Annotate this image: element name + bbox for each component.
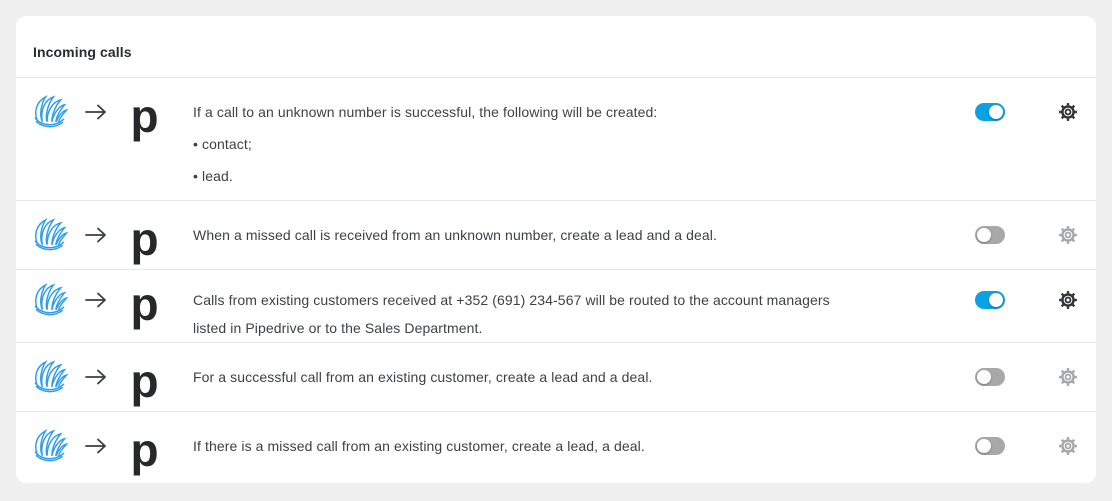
right-arrow-icon bbox=[83, 365, 109, 389]
gear-icon bbox=[1057, 289, 1079, 311]
source-app-logo-wrap bbox=[32, 432, 68, 460]
pipedrive-p-icon: p bbox=[130, 90, 158, 142]
gear-icon bbox=[1057, 224, 1079, 246]
gear-icon bbox=[1057, 101, 1079, 123]
rule-description bbox=[193, 221, 833, 249]
flow-arrow-wrap bbox=[76, 98, 116, 126]
right-arrow-icon bbox=[83, 223, 109, 247]
rule-controls bbox=[975, 221, 1079, 249]
wave-fan-logo-icon bbox=[32, 358, 68, 396]
rule-controls bbox=[975, 363, 1079, 391]
toggle-knob bbox=[977, 439, 991, 453]
rule-description bbox=[193, 286, 833, 342]
rule-toggle[interactable] bbox=[975, 226, 1005, 244]
card-title: Incoming calls bbox=[33, 44, 132, 60]
gear-icon bbox=[1057, 435, 1079, 457]
flow-arrow-wrap bbox=[76, 221, 116, 249]
incoming-calls-card bbox=[16, 16, 1096, 483]
rule-text-line: • contact; bbox=[193, 136, 252, 152]
flow-arrow-wrap bbox=[76, 286, 116, 314]
rules-list bbox=[16, 78, 1096, 483]
rule-controls bbox=[975, 432, 1079, 460]
wave-fan-logo-icon bbox=[32, 427, 68, 465]
pipedrive-logo-wrap bbox=[122, 90, 166, 142]
toggle-knob bbox=[989, 105, 1003, 119]
rule-toggle[interactable] bbox=[975, 103, 1005, 121]
rule-row bbox=[16, 412, 1096, 483]
rule-row bbox=[16, 78, 1096, 201]
rule-settings-button[interactable] bbox=[1057, 286, 1079, 314]
wave-fan-logo-icon bbox=[32, 93, 68, 131]
source-app-logo-wrap bbox=[32, 98, 68, 126]
rule-toggle[interactable] bbox=[975, 437, 1005, 455]
rule-row bbox=[16, 201, 1096, 270]
source-app-logo-wrap bbox=[32, 286, 68, 314]
rule-settings-button[interactable] bbox=[1057, 98, 1079, 126]
rule-controls bbox=[975, 98, 1079, 126]
pipedrive-p-icon: p bbox=[130, 355, 158, 407]
pipedrive-logo-wrap bbox=[122, 278, 166, 330]
rule-description bbox=[193, 98, 833, 190]
pipedrive-logo-wrap bbox=[122, 355, 166, 407]
rule-controls bbox=[975, 286, 1079, 314]
pipedrive-p-icon: p bbox=[130, 213, 158, 265]
rule-text-line: For a successful call from an existing customer, create a lead and a deal. bbox=[193, 369, 653, 385]
right-arrow-icon bbox=[83, 100, 109, 124]
rule-text-line: If a call to an unknown number is successful, the following will be created: bbox=[193, 104, 658, 120]
rule-row bbox=[16, 270, 1096, 343]
pipedrive-p-icon: p bbox=[130, 278, 158, 330]
rule-toggle[interactable] bbox=[975, 368, 1005, 386]
rule-description bbox=[193, 363, 833, 391]
pipedrive-logo-wrap bbox=[122, 213, 166, 265]
wave-fan-logo-icon bbox=[32, 216, 68, 254]
gear-icon bbox=[1057, 366, 1079, 388]
pipedrive-logo-wrap bbox=[122, 424, 166, 476]
toggle-knob bbox=[989, 293, 1003, 307]
rule-settings-button[interactable] bbox=[1057, 221, 1079, 249]
flow-arrow-wrap bbox=[76, 363, 116, 391]
toggle-knob bbox=[977, 228, 991, 242]
source-app-logo-wrap bbox=[32, 221, 68, 249]
rule-text-line: When a missed call is received from an unknown number, create a lead and a deal. bbox=[193, 227, 717, 243]
pipedrive-p-icon: p bbox=[130, 424, 158, 476]
rule-text-line: Calls from existing customers received at +352 (691) 234-567 will be routed to the account managers listed in Pipedrive or to the Sales Department. bbox=[193, 292, 830, 336]
rule-settings-button[interactable] bbox=[1057, 432, 1079, 460]
rule-toggle[interactable] bbox=[975, 291, 1005, 309]
rule-description bbox=[193, 432, 833, 460]
rule-text-line: If there is a missed call from an existing customer, create a lead, a deal. bbox=[193, 438, 645, 454]
toggle-knob bbox=[977, 370, 991, 384]
flow-arrow-wrap bbox=[76, 432, 116, 460]
wave-fan-logo-icon bbox=[32, 281, 68, 319]
rule-row bbox=[16, 343, 1096, 412]
right-arrow-icon bbox=[83, 288, 109, 312]
source-app-logo-wrap bbox=[32, 363, 68, 391]
card-header bbox=[16, 16, 1096, 78]
rule-text-line: • lead. bbox=[193, 168, 233, 184]
rule-settings-button[interactable] bbox=[1057, 363, 1079, 391]
right-arrow-icon bbox=[83, 434, 109, 458]
